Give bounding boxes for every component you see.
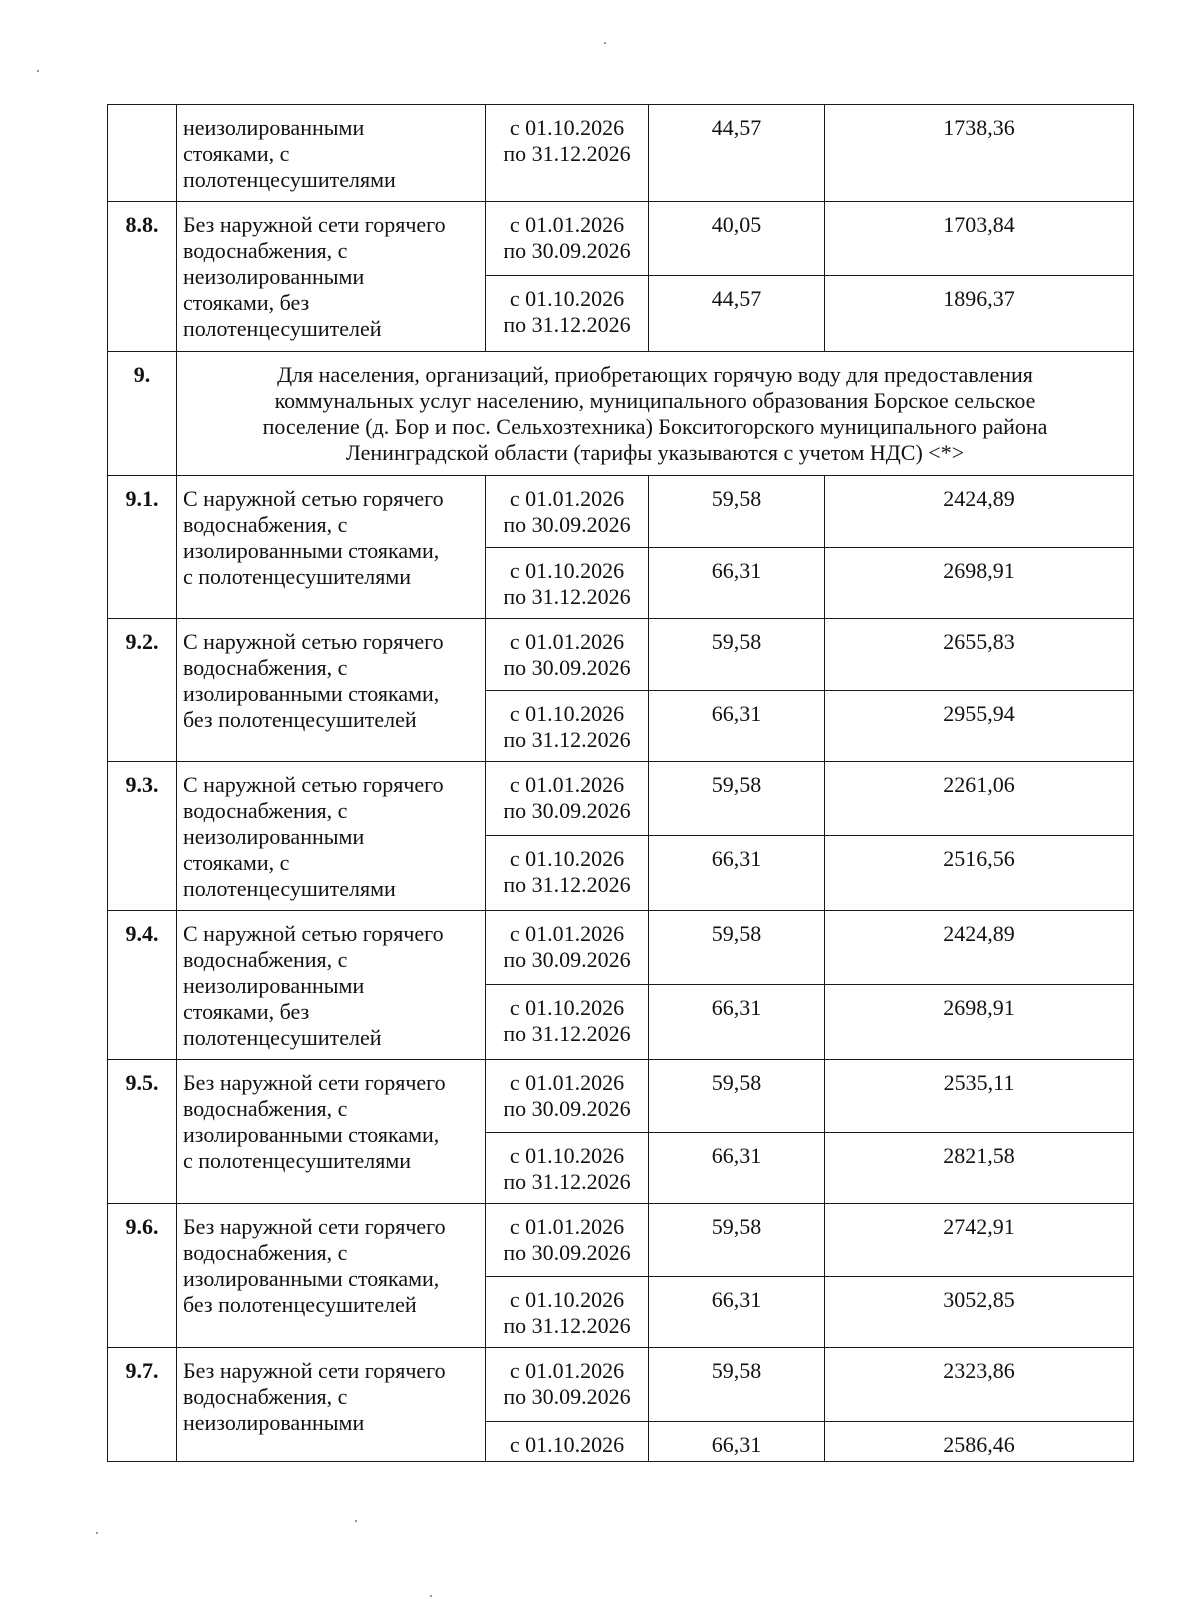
tariff-cell-line: 1896,37 <box>943 286 1015 311</box>
section-heading-line: поселение (д. Бор и пос. Сельхозтехника) Бокситогорского муниципального района <box>262 414 1048 439</box>
row-description-line: с полотенцесушителями <box>183 564 412 589</box>
rate-cell <box>649 1204 825 1277</box>
period-cell <box>486 548 649 619</box>
table-row <box>108 1204 1134 1277</box>
period-cell-line: с 01.10.2026 <box>509 115 625 140</box>
tariff-cell <box>825 762 1134 836</box>
period-cell-line: по 30.09.2026 <box>503 947 631 972</box>
row-number <box>108 352 177 476</box>
row-description-line: неизолированными <box>183 824 365 849</box>
rate-cell <box>649 1060 825 1133</box>
rate-cell-line: 66,31 <box>711 558 762 583</box>
row-description-line: водоснабжения, с <box>183 238 348 263</box>
period-cell <box>486 1422 649 1462</box>
row-number-line: 9.1. <box>125 486 159 511</box>
section-heading-line: коммунальных услуг населению, муниципального образования Борское сельское <box>274 388 1036 413</box>
period-cell <box>486 691 649 762</box>
rate-cell-line: 59,58 <box>711 921 762 946</box>
tariff-cell-line: 2742,91 <box>943 1214 1015 1239</box>
tariff-cell <box>825 985 1134 1060</box>
rate-cell <box>649 911 825 985</box>
row-number <box>108 1060 177 1204</box>
row-description-line: водоснабжения, с <box>183 1384 348 1409</box>
rate-cell-line: 66,31 <box>711 701 762 726</box>
tariff-cell-line: 3052,85 <box>943 1287 1015 1312</box>
rate-cell <box>649 476 825 548</box>
row-number-line: 9.4. <box>125 921 159 946</box>
row-description <box>177 619 486 762</box>
row-description <box>177 911 486 1060</box>
table-row <box>108 762 1134 836</box>
row-description-line: водоснабжения, с <box>183 798 348 823</box>
period-cell-line: с 01.01.2026 <box>509 1358 625 1383</box>
scan-speck <box>430 1595 432 1597</box>
period-cell <box>486 105 649 202</box>
table-row <box>108 202 1134 276</box>
row-description-line: Без наружной сети горячего <box>183 1214 446 1239</box>
table-row <box>108 911 1134 985</box>
tariff-cell-line: 2655,83 <box>943 629 1015 654</box>
period-cell <box>486 1204 649 1277</box>
row-description-line: неизолированными <box>183 1410 365 1435</box>
period-cell-line: с 01.01.2026 <box>509 1070 625 1095</box>
tariff-cell <box>825 1422 1134 1462</box>
period-cell-line: по 30.09.2026 <box>503 655 631 680</box>
row-description-line: стояками, с <box>183 850 290 875</box>
tariff-cell <box>825 1060 1134 1133</box>
tariff-table <box>107 104 1134 1462</box>
rate-cell-line: 44,57 <box>711 115 762 140</box>
rate-cell <box>649 836 825 911</box>
tariff-cell <box>825 691 1134 762</box>
period-cell-line: с 01.10.2026 <box>509 1432 625 1457</box>
row-number-line: 9.5. <box>125 1070 159 1095</box>
row-number-line: 9.2. <box>125 629 159 654</box>
row-number <box>108 476 177 619</box>
row-number-line: 9.6. <box>125 1214 159 1239</box>
period-cell-line: с 01.01.2026 <box>509 772 625 797</box>
tariff-document <box>107 104 1133 1462</box>
period-cell <box>486 1060 649 1133</box>
table-row <box>108 619 1134 691</box>
rate-cell <box>649 1133 825 1204</box>
row-description-line: изолированными стояками, <box>183 1266 440 1291</box>
row-number-line: 8.8. <box>125 212 159 237</box>
table-row <box>108 105 1134 202</box>
rate-cell-line: 59,58 <box>711 629 762 654</box>
tariff-cell-line: 2821,58 <box>943 1143 1015 1168</box>
rate-cell <box>649 619 825 691</box>
period-cell-line: с 01.01.2026 <box>509 212 625 237</box>
rate-cell-line: 66,31 <box>711 995 762 1020</box>
row-description-line: С наружной сетью горячего <box>183 772 444 797</box>
row-description-line: Без наружной сети горячего <box>183 212 446 237</box>
period-cell-line: по 31.12.2026 <box>503 141 631 166</box>
period-cell-line: по 30.09.2026 <box>503 512 631 537</box>
period-cell-line: с 01.10.2026 <box>509 1143 625 1168</box>
period-cell-line: по 31.12.2026 <box>503 312 631 337</box>
period-cell-line: по 30.09.2026 <box>503 1384 631 1409</box>
row-number-line: 9.3. <box>125 772 159 797</box>
row-description <box>177 762 486 911</box>
scan-speck <box>355 1520 357 1522</box>
row-description-line: стояками, без <box>183 999 310 1024</box>
row-description-line: водоснабжения, с <box>183 1240 348 1265</box>
row-description-line: полотенцесушителей <box>183 316 382 341</box>
row-description <box>177 1348 486 1462</box>
period-cell-line: с 01.01.2026 <box>509 921 625 946</box>
scan-speck <box>37 70 39 72</box>
rate-cell-line: 66,31 <box>711 1143 762 1168</box>
row-description-line: С наружной сетью горячего <box>183 629 444 654</box>
rate-cell <box>649 985 825 1060</box>
row-description-line: стояками, без <box>183 290 310 315</box>
tariff-table-body <box>108 105 1134 1462</box>
period-cell <box>486 202 649 276</box>
scan-speck <box>96 1532 98 1534</box>
row-description <box>177 202 486 352</box>
row-description <box>177 105 486 202</box>
row-description-line: Без наружной сети горячего <box>183 1070 446 1095</box>
rate-cell <box>649 1422 825 1462</box>
row-description-line: полотенцесушителями <box>183 876 396 901</box>
tariff-cell <box>825 1133 1134 1204</box>
row-description-line: полотенцесушителей <box>183 1025 382 1050</box>
rate-cell <box>649 1348 825 1422</box>
row-description-line: С наружной сетью горячего <box>183 921 444 946</box>
section-heading-line: Ленинградской области (тарифы указываются с учетом НДС) <*> <box>345 440 965 465</box>
period-cell-line: с 01.01.2026 <box>509 1214 625 1239</box>
period-cell-line: по 31.12.2026 <box>503 1021 631 1046</box>
tariff-cell <box>825 276 1134 352</box>
row-number <box>108 619 177 762</box>
row-number <box>108 762 177 911</box>
period-cell-line: по 31.12.2026 <box>503 727 631 752</box>
row-number <box>108 202 177 352</box>
period-cell <box>486 1348 649 1422</box>
period-cell-line: по 30.09.2026 <box>503 798 631 823</box>
tariff-cell-line: 2323,86 <box>943 1358 1015 1383</box>
row-description-line: водоснабжения, с <box>183 947 348 972</box>
tariff-cell <box>825 836 1134 911</box>
tariff-cell <box>825 911 1134 985</box>
row-description-line: водоснабжения, с <box>183 512 348 537</box>
row-description-line: изолированными стояками, <box>183 538 440 563</box>
row-description-line: стояками, с <box>183 141 290 166</box>
tariff-cell <box>825 1204 1134 1277</box>
period-cell-line: с 01.10.2026 <box>509 701 625 726</box>
tariff-cell-line: 2535,11 <box>943 1070 1015 1095</box>
tariff-cell <box>825 1277 1134 1348</box>
row-description-line: водоснабжения, с <box>183 655 348 680</box>
period-cell-line: с 01.10.2026 <box>509 995 625 1020</box>
period-cell <box>486 1133 649 1204</box>
period-cell <box>486 836 649 911</box>
tariff-cell-line: 2698,91 <box>943 995 1015 1020</box>
section-heading-row <box>108 352 1134 476</box>
period-cell-line: с 01.10.2026 <box>509 286 625 311</box>
tariff-cell-line: 2261,06 <box>943 772 1015 797</box>
table-row <box>108 476 1134 548</box>
period-cell-line: по 31.12.2026 <box>503 872 631 897</box>
rate-cell <box>649 762 825 836</box>
period-cell <box>486 276 649 352</box>
period-cell-line: с 01.10.2026 <box>509 558 625 583</box>
rate-cell-line: 59,58 <box>711 486 762 511</box>
rate-cell <box>649 105 825 202</box>
period-cell <box>486 985 649 1060</box>
tariff-cell-line: 2955,94 <box>943 701 1015 726</box>
period-cell <box>486 762 649 836</box>
row-description-line: С наружной сетью горячего <box>183 486 444 511</box>
table-row <box>108 1348 1134 1422</box>
rate-cell-line: 40,05 <box>711 212 762 237</box>
rate-cell <box>649 202 825 276</box>
period-cell-line: по 31.12.2026 <box>503 1313 631 1338</box>
rate-cell-line: 59,58 <box>711 1214 762 1239</box>
period-cell-line: с 01.10.2026 <box>509 846 625 871</box>
rate-cell-line: 59,58 <box>711 772 762 797</box>
row-description-line: неизолированными <box>183 973 365 998</box>
row-description-line: неизолированными <box>183 115 365 140</box>
period-cell <box>486 619 649 691</box>
rate-cell-line: 66,31 <box>711 1287 762 1312</box>
row-description-line: с полотенцесушителями <box>183 1148 412 1173</box>
period-cell-line: по 30.09.2026 <box>503 1096 631 1121</box>
rate-cell <box>649 548 825 619</box>
tariff-cell <box>825 619 1134 691</box>
rate-cell-line: 59,58 <box>711 1358 762 1383</box>
rate-cell-line: 66,31 <box>711 1432 762 1457</box>
period-cell-line: по 31.12.2026 <box>503 1169 631 1194</box>
tariff-cell-line: 2516,56 <box>943 846 1015 871</box>
section-heading <box>177 352 1134 476</box>
period-cell-line: по 30.09.2026 <box>503 238 631 263</box>
rate-cell <box>649 1277 825 1348</box>
period-cell-line: с 01.10.2026 <box>509 1287 625 1312</box>
row-number <box>108 911 177 1060</box>
row-description <box>177 1204 486 1348</box>
row-description-line: неизолированными <box>183 264 365 289</box>
section-heading-line: Для населения, организаций, приобретающих горячую воду для предоставления <box>277 362 1033 387</box>
period-cell-line: с 01.01.2026 <box>509 486 625 511</box>
tariff-cell-line: 2698,91 <box>943 558 1015 583</box>
tariff-cell-line: 2424,89 <box>943 921 1015 946</box>
rate-cell-line: 59,58 <box>711 1070 762 1095</box>
period-cell <box>486 1277 649 1348</box>
tariff-cell <box>825 548 1134 619</box>
tariff-cell-line: 1738,36 <box>943 115 1015 140</box>
row-number-line: 9.7. <box>125 1358 159 1383</box>
period-cell-line: по 31.12.2026 <box>503 584 631 609</box>
table-row <box>108 1060 1134 1133</box>
tariff-cell <box>825 476 1134 548</box>
tariff-cell-line: 1703,84 <box>943 212 1015 237</box>
rate-cell <box>649 691 825 762</box>
period-cell-line: по 30.09.2026 <box>503 1240 631 1265</box>
tariff-cell <box>825 105 1134 202</box>
period-cell <box>486 911 649 985</box>
rate-cell <box>649 276 825 352</box>
row-description-line: изолированными стояками, <box>183 681 440 706</box>
row-description-line: полотенцесушителями <box>183 167 396 192</box>
period-cell-line: с 01.01.2026 <box>509 629 625 654</box>
row-description <box>177 476 486 619</box>
row-description <box>177 1060 486 1204</box>
row-number <box>108 1348 177 1462</box>
scan-speck <box>604 42 606 44</box>
row-number <box>108 105 177 202</box>
row-description-line: водоснабжения, с <box>183 1096 348 1121</box>
tariff-cell <box>825 1348 1134 1422</box>
rate-cell-line: 66,31 <box>711 846 762 871</box>
tariff-cell-line: 2586,46 <box>943 1432 1015 1457</box>
period-cell <box>486 476 649 548</box>
tariff-cell-line: 2424,89 <box>943 486 1015 511</box>
row-number <box>108 1204 177 1348</box>
row-description-line: Без наружной сети горячего <box>183 1358 446 1383</box>
rate-cell-line: 44,57 <box>711 286 762 311</box>
tariff-cell <box>825 202 1134 276</box>
row-description-line: без полотенцесушителей <box>183 1292 417 1317</box>
row-description-line: изолированными стояками, <box>183 1122 440 1147</box>
row-number-line: 9. <box>133 362 151 387</box>
row-description-line: без полотенцесушителей <box>183 707 417 732</box>
